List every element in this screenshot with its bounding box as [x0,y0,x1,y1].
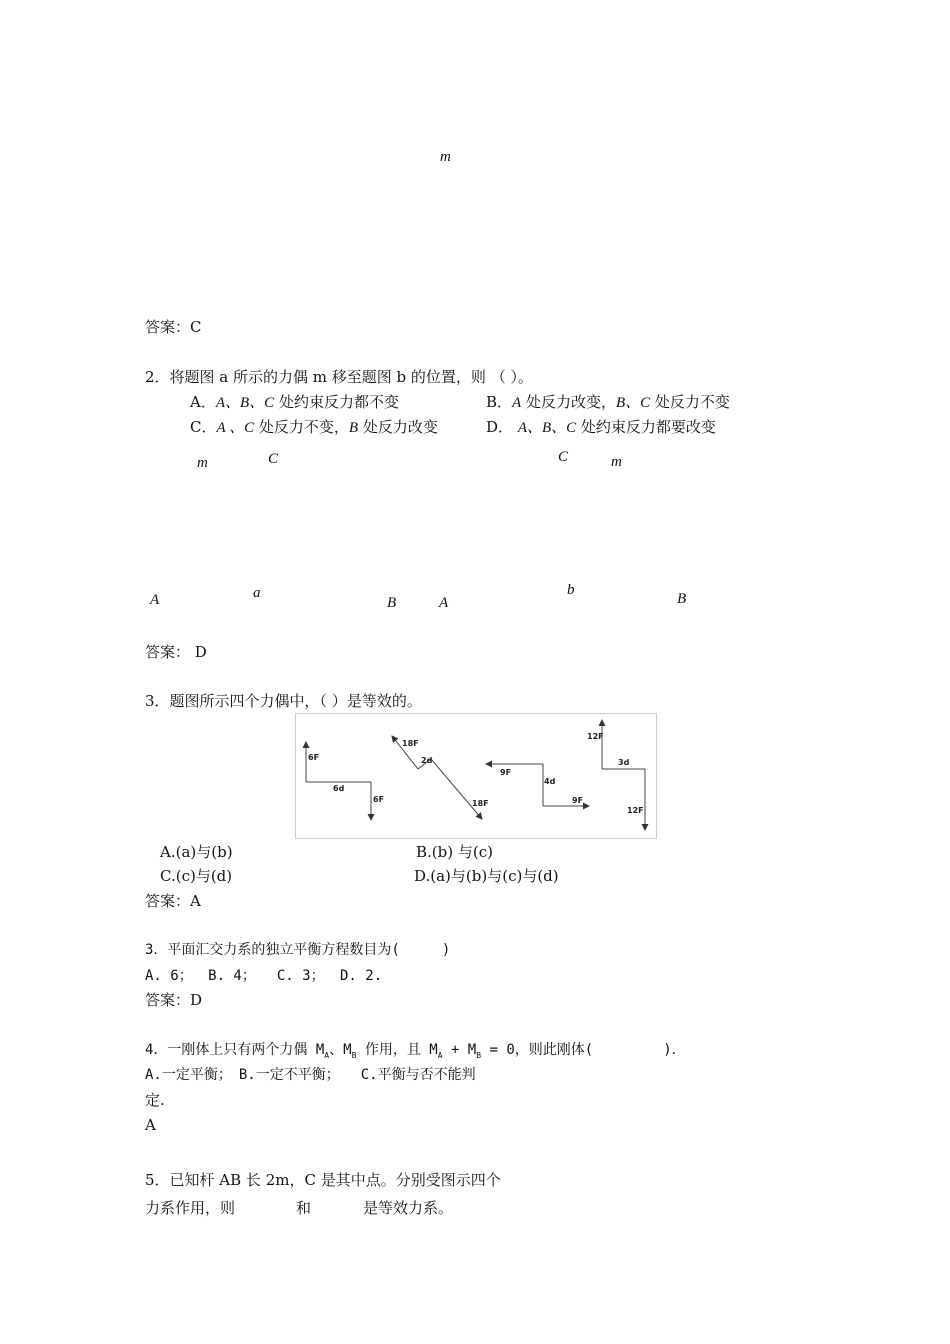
q4-subscript: A [437,1051,443,1060]
option-points: A、B、C [517,420,577,436]
q2-stem: 2．将题图 a 所示的力偶 m 移至题图 b 的位置，则 （ ）。 [145,368,533,386]
option-text: 处约束反力都不变 [274,393,399,411]
q2-option-c [190,418,438,437]
fig2b-b-label: B [677,591,687,607]
fig2b-c-label: C [558,449,569,465]
q2-option-a [190,393,399,412]
fig1-m-label: m [440,149,451,165]
fig2b-caption: b [567,582,575,598]
couple-b-force-bottom-label: 18F [472,799,489,808]
option-points: A、B、C [215,395,275,411]
couple-b-force-lower [431,759,482,819]
force-couples-figure [295,713,657,839]
option-points: B [348,420,359,436]
option-points: A 、C [216,420,255,436]
q3b-options: A. 6； B. 4； C. 3； D. 2. [145,968,383,984]
option-text: 处反力不变， [254,418,349,436]
option-prefix: A． [190,393,216,411]
q3b-answer: 答案：D [145,991,203,1009]
fig2a-b-label: B [387,595,397,611]
couple-d-arm-label: 3d [618,758,630,767]
q3-option-c: C.(c)与(d) [160,867,233,885]
q4-stem-part: 作用，且 M [356,1042,438,1058]
couple-d-force-top-label: 12F [587,732,604,741]
q4-stem-part: = 0，则此刚体( )． [481,1042,686,1058]
q2-option-d [486,418,716,437]
option-text: 处反力改变， [521,393,616,411]
q4-stem-part: 、M [329,1042,352,1058]
q3-stem: 3．题图所示四个力偶中，（ ）是等效的。 [145,692,422,710]
couple-a-force-top-label: 6F [308,753,320,762]
option-prefix: C． [190,418,217,436]
couple-a-force-bottom-label: 6F [373,795,385,804]
q4-options: A.一定平衡； B.一定不平衡； C.平衡与否不能判 [145,1067,476,1083]
couple-c-force-bottom-label: 9F [572,796,584,805]
option-points: B、C [615,395,651,411]
option-text: 处反力不变 [650,393,730,411]
fig2b-m-label: m [611,454,622,470]
q3b-stem: 3．平面汇交力系的独立平衡方程数目为( ) [145,942,451,958]
fig2a-c-label: C [268,451,279,467]
q4-subscript: A [324,1051,330,1060]
q3-answer: 答案：A [145,892,201,910]
q4-subscript: B [351,1051,357,1060]
q2-answer: 答案： D [145,643,207,661]
couple-b-force-top-label: 18F [402,739,419,748]
q4-stem-part: 4．一刚体上只有两个力偶 M [145,1042,325,1058]
q5-stem-line2-b: 和 [296,1199,312,1217]
couple-b-arm-label: 2d [421,756,433,765]
option-text: 处反力改变 [358,418,438,436]
option-prefix: B． [486,393,513,411]
couple-c-arm-label: 4d [544,777,556,786]
couple-d-force-bottom-label: 12F [627,806,644,815]
q4-answer: A [145,1116,156,1134]
force-couples-diagram [296,714,656,838]
couple-a-arm-label: 6d [333,784,345,793]
q1-answer: 答案：C [145,318,202,336]
q4-stem-part: + M [442,1042,477,1058]
q5-stem-line2-a: 力系作用，则 [145,1199,236,1217]
fig2a-m-label: m [197,455,208,471]
option-text: 处约束反力都要改变 [576,418,716,436]
fig2a-caption: a [253,585,261,601]
q3-option-d: D.(a)与(b)与(c)与(d) [414,867,559,885]
option-prefix: D． [486,418,514,436]
q5-stem-line1: 5．已知杆 AB 长 2m，C 是其中点。分别受图示四个 [145,1171,501,1189]
q3-option-b: B.(b) 与(c) [416,843,493,861]
q4-options-continued: 定. [145,1091,165,1109]
q4-subscript: B [476,1051,482,1060]
q3-option-a: A.(a)与(b) [160,843,233,861]
fig2b-a-label: A [439,595,449,611]
q5-stem-line2-c: 是等效力系。 [363,1199,454,1217]
option-points: A [512,395,522,411]
fig2a-a-label: A [150,592,160,608]
couple-c-force-top-label: 9F [500,768,512,777]
q2-option-b [486,393,730,412]
q4-stem [145,1041,686,1065]
